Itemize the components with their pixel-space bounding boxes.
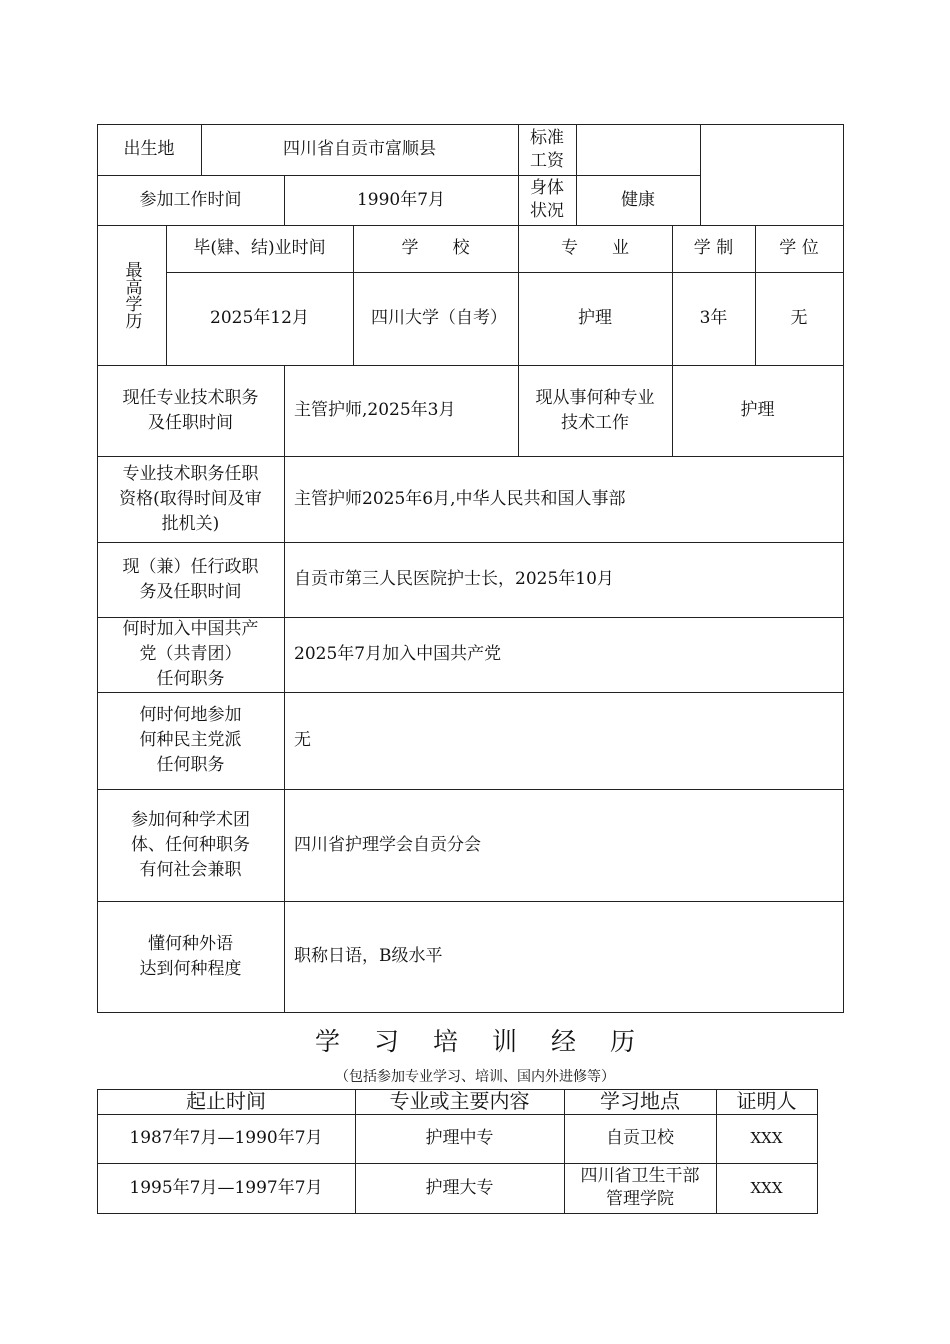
language-label: 懂何种外语 达到何种程度 <box>139 933 242 979</box>
birthplace-value: 四川省自贡市富顺县 <box>283 139 436 159</box>
edu-duration-value: 3年 <box>699 308 728 328</box>
language-value: 职称日语，B级水平 <box>294 946 443 966</box>
training-header-location: 学习地点 <box>600 1089 680 1113</box>
table-row-1-content: 护理中专 <box>425 1128 494 1148</box>
work-start-value: 1990年7月 <box>356 189 446 210</box>
democratic-value: 无 <box>294 730 311 750</box>
table-row-1-witness: XXX <box>750 1129 783 1147</box>
admin-value: 自贡市第三人民医院护士长，2025年10月 <box>294 569 614 589</box>
salary-value <box>576 124 700 175</box>
table-row-2-witness: XXX <box>750 1178 783 1197</box>
edu-school-value: 四川大学（自考） <box>371 308 507 328</box>
party-value: 2025年7月加入中国共产党 <box>294 644 502 664</box>
table-row-2-content: 护理大专 <box>425 1177 494 1198</box>
table-row-2-location: 四川省卫生干部 管理学院 <box>580 1166 700 1209</box>
democratic-label: 何时何地参加 何种民主党派 任何职务 <box>139 705 242 775</box>
edu-degree-value: 无 <box>790 308 808 328</box>
party-label: 何时加入中国共产 党（共青团） 任何职务 <box>122 619 259 689</box>
edu-header-school: 学 校 <box>401 238 470 258</box>
academic-value: 四川省护理学会自贡分会 <box>294 834 481 855</box>
work-start-label: 参加工作时间 <box>139 189 242 210</box>
training-title: 学习培训经历 <box>314 1027 669 1056</box>
edu-header-degree: 学 位 <box>779 238 819 258</box>
edu-header-graduation: 毕(肄、结)业时间 <box>193 238 326 258</box>
table-row-2-period: 1995年7月—1997年7月 <box>129 1177 323 1198</box>
training-header-witness: 证明人 <box>736 1089 797 1113</box>
birthplace-label: 出生地 <box>123 139 175 159</box>
table-row-1-location: 自贡卫校 <box>606 1128 674 1148</box>
health-value: 健康 <box>621 189 655 210</box>
edu-graduation-value: 2025年12月 <box>210 308 309 328</box>
title-label: 现任专业技术职务 及任职时间 <box>122 387 259 433</box>
academic-label: 参加何种学术团 体、任何种职务 有何社会兼职 <box>131 809 250 880</box>
edu-major-value: 护理 <box>578 308 612 328</box>
qualification-value: 主管护师2025年6月,中华人民共和国人事部 <box>294 488 626 509</box>
table-row-1-period: 1987年7月—1990年7月 <box>129 1128 323 1148</box>
education-section-label: 最高学历 <box>121 261 142 329</box>
field-value: 护理 <box>740 400 775 420</box>
health-label: 身体 状况 <box>530 178 564 221</box>
title-value: 主管护师,2025年3月 <box>294 400 456 420</box>
training-header-content: 专业或主要内容 <box>389 1089 530 1113</box>
admin-label: 现（兼）任行政职 务及任职时间 <box>122 556 259 602</box>
edu-header-duration: 学 制 <box>693 238 734 258</box>
training-subtitle: （包括参加专业学习、培训、国内外进修等） <box>335 1069 615 1085</box>
training-header-period: 起止时间 <box>186 1089 266 1113</box>
qualification-label: 专业技术职务任职 资格(取得时间及审 批机关) <box>119 463 262 534</box>
field-label: 现从事何种专业 技术工作 <box>535 387 655 433</box>
salary-label: 标准 工资 <box>530 127 564 171</box>
edu-header-major: 专 业 <box>561 238 629 258</box>
